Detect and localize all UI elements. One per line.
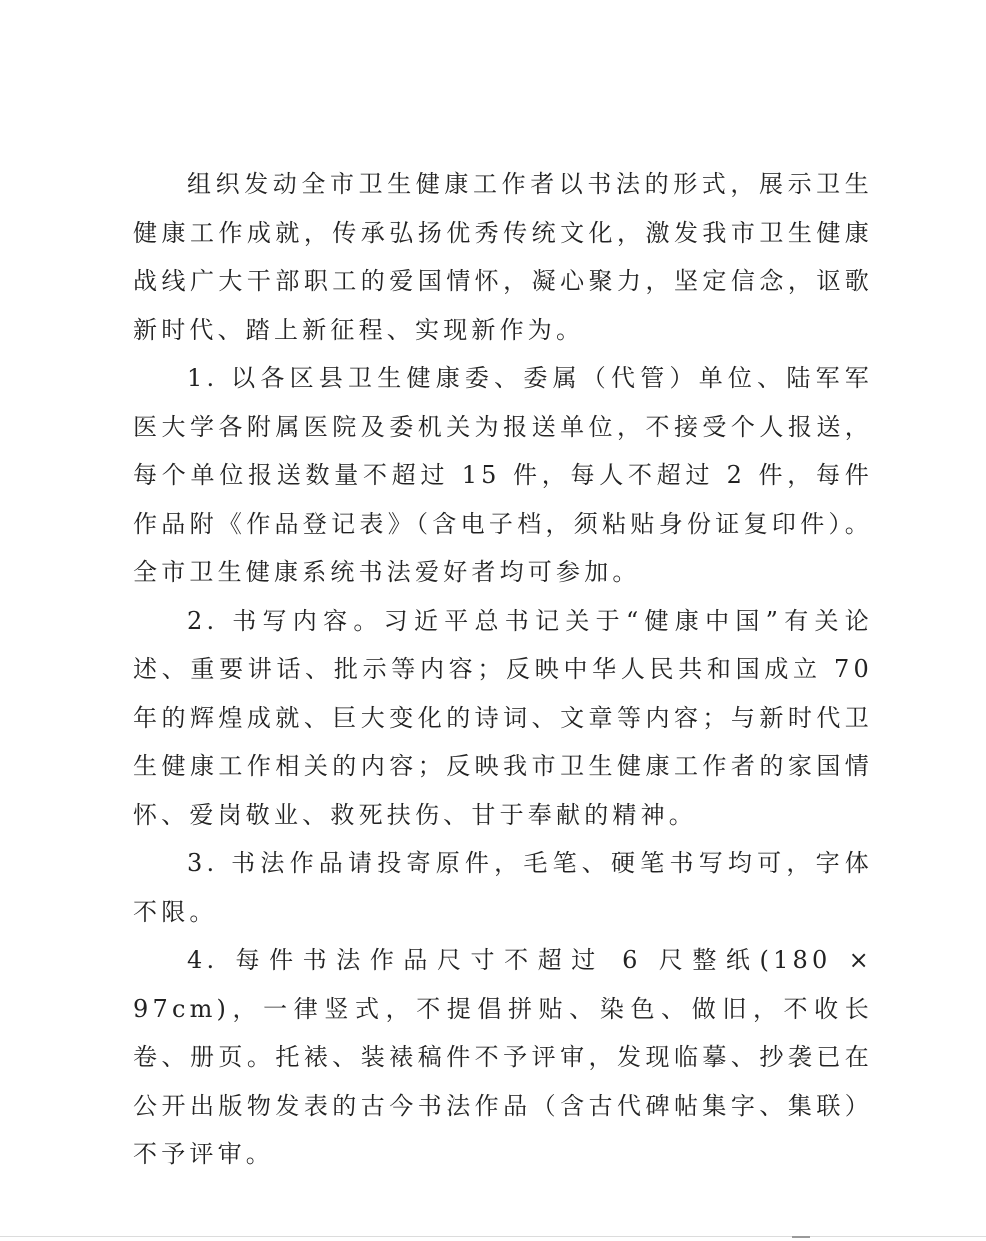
item-2-paragraph: 2. 书写内容。习近平总书记关于“健康中国”有关论述、重要讲话、批示等内容；反映中华人民共和国成立 70 年的辉煌成就、巨大变化的诗词、文章等内容；与新时代卫生健康工作相关的内容；反映我市卫生健康工作者的家国情怀、爱岗敬业、救死扶伤、甘于奉献的精神。 [133, 606, 873, 829]
item-1-paragraph: 1. 以各区县卫生健康委、委属（代管）单位、陆军军医大学各附属医院及委机关为报送单位，不接受个人报送，每个单位报送数量不超过 15 件，每人不超过 2 件，每件作品附《作品登记表》（含电子档，须粘贴身份证复印件）。全市卫生健康系统书法爱好者均可参加。 [133, 364, 873, 586]
page-bottom-divider [0, 1236, 986, 1237]
document-body [133, 160, 873, 1179]
item-3-paragraph: 3. 书法作品请投寄原件，毛笔、硬笔书写均可，字体不限。 [133, 849, 873, 926]
item-4-paragraph: 4. 每件书法作品尺寸不超过 6 尺整纸(180 × 97cm)，一律竖式，不提倡拼贴、染色、做旧，不收长卷、册页。托裱、装裱稿件不予评审，发现临摹、抄袭已在公开出版物发表的古今书法作品（含古代碑帖集字、集联）不予评审。 [133, 946, 873, 1168]
page-number-mark [792, 1236, 810, 1238]
intro-paragraph: 组织发动全市卫生健康工作者以书法的形式，展示卫生健康工作成就，传承弘扬优秀传统文化，激发我市卫生健康战线广大干部职工的爱国情怀，凝心聚力，坚定信念，讴歌新时代、踏上新征程、实现新作为。 [133, 170, 873, 344]
